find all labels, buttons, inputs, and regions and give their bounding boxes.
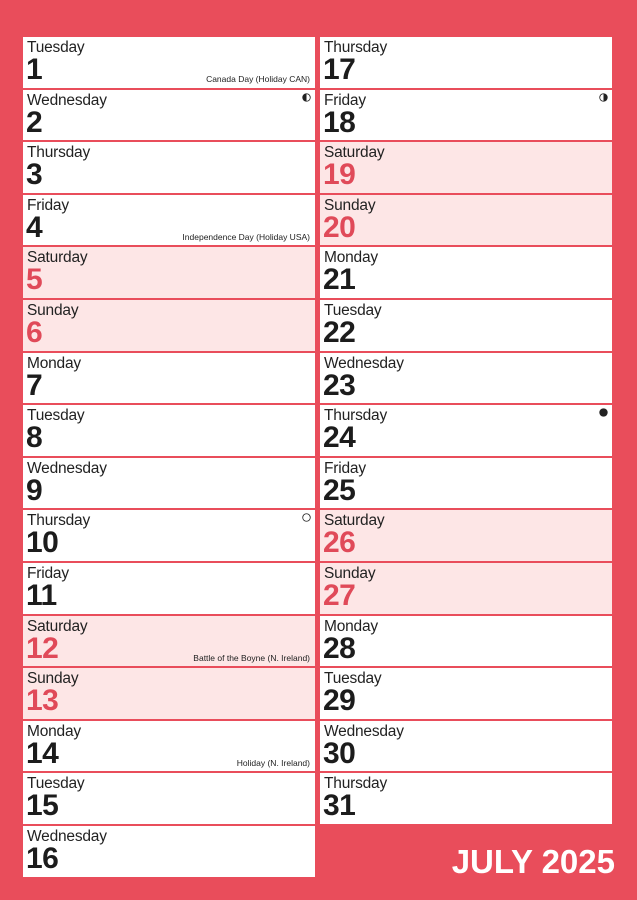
left-column xyxy=(22,36,316,878)
day-name: Thursday xyxy=(27,144,91,162)
day-cell xyxy=(22,772,316,825)
day-name: Sunday xyxy=(324,564,376,582)
day-cell xyxy=(319,509,613,562)
right-column xyxy=(319,36,613,825)
holiday-label: Independence Day (Holiday USA) xyxy=(182,231,310,242)
day-name: Saturday xyxy=(27,249,88,267)
day-name: Monday xyxy=(27,354,81,372)
day-name: Friday xyxy=(27,564,69,582)
day-name: Wednesday xyxy=(324,722,404,740)
day-name: Wednesday xyxy=(27,459,107,477)
day-cell xyxy=(319,615,613,668)
day-cell xyxy=(319,352,613,405)
day-cell xyxy=(22,562,316,615)
day-cell xyxy=(319,457,613,510)
day-number: 18 xyxy=(323,105,356,139)
first-quarter-moon-icon xyxy=(302,93,311,102)
day-cell xyxy=(22,299,316,352)
day-cell xyxy=(319,720,613,773)
day-name: Thursday xyxy=(324,39,388,56)
holiday-label: Battle of the Boyne (N. Ireland) xyxy=(193,652,310,663)
day-name: Saturday xyxy=(27,617,88,635)
new-moon-icon xyxy=(599,408,608,417)
day-cell xyxy=(22,246,316,299)
day-number: 9 xyxy=(26,473,43,507)
day-name: Sunday xyxy=(27,301,79,319)
day-name: Friday xyxy=(324,459,366,477)
day-name: Tuesday xyxy=(324,670,382,688)
day-number: 23 xyxy=(323,368,356,402)
day-name: Tuesday xyxy=(324,301,382,319)
day-number: 6 xyxy=(26,315,43,349)
day-number: 8 xyxy=(26,421,43,455)
day-number: 11 xyxy=(26,578,57,612)
day-cell xyxy=(22,404,316,457)
day-cell xyxy=(22,720,316,773)
day-number: 17 xyxy=(323,53,356,86)
day-cell xyxy=(22,352,316,405)
day-name: Tuesday xyxy=(27,407,85,425)
day-number: 20 xyxy=(323,210,356,244)
day-name: Monday xyxy=(27,722,81,740)
day-number: 27 xyxy=(323,578,356,612)
day-name: Friday xyxy=(324,91,366,109)
day-number: 12 xyxy=(26,631,59,665)
day-cell xyxy=(319,36,613,89)
day-cell xyxy=(22,667,316,720)
day-number: 29 xyxy=(323,684,356,718)
day-name: Sunday xyxy=(27,670,79,688)
day-name: Saturday xyxy=(324,512,385,530)
day-cell xyxy=(22,194,316,247)
day-number: 31 xyxy=(323,789,356,823)
day-number: 24 xyxy=(323,421,356,455)
day-cell xyxy=(319,194,613,247)
day-cell xyxy=(319,299,613,352)
day-cell xyxy=(22,141,316,194)
day-number: 3 xyxy=(26,158,43,192)
full-moon-icon xyxy=(302,513,311,522)
day-name: Monday xyxy=(324,617,378,635)
day-number: 13 xyxy=(26,684,59,718)
day-name: Tuesday xyxy=(27,775,85,793)
day-name: Wednesday xyxy=(324,354,404,372)
day-number: 2 xyxy=(26,105,43,139)
day-name: Thursday xyxy=(324,407,388,425)
day-cell xyxy=(319,404,613,457)
day-number: 15 xyxy=(26,789,59,823)
day-number: 4 xyxy=(26,210,43,244)
holiday-label: Canada Day (Holiday CAN) xyxy=(206,74,310,85)
day-number: 14 xyxy=(26,736,59,770)
day-number: 21 xyxy=(323,263,356,297)
day-number: 16 xyxy=(26,841,59,875)
day-cell xyxy=(22,89,316,142)
day-cell xyxy=(319,772,613,825)
day-name: Wednesday xyxy=(27,827,107,845)
day-number: 10 xyxy=(26,526,59,560)
day-cell xyxy=(22,509,316,562)
day-number: 7 xyxy=(26,368,43,402)
day-name: Monday xyxy=(324,249,378,267)
day-name: Thursday xyxy=(324,775,388,793)
last-quarter-moon-icon xyxy=(599,93,608,102)
day-name: Wednesday xyxy=(27,91,107,109)
day-cell xyxy=(319,141,613,194)
day-number: 22 xyxy=(323,315,356,349)
day-name: Friday xyxy=(27,196,69,214)
day-name: Saturday xyxy=(324,144,385,162)
day-cell xyxy=(22,457,316,510)
day-cell xyxy=(319,562,613,615)
day-number: 26 xyxy=(323,526,356,560)
month-title: JULY 2025 xyxy=(451,843,615,880)
day-cell xyxy=(319,89,613,142)
holiday-label: Holiday (N. Ireland) xyxy=(236,757,310,768)
day-cell xyxy=(22,825,316,878)
day-name: Tuesday xyxy=(27,39,85,56)
day-number: 5 xyxy=(26,263,43,297)
day-cell xyxy=(22,615,316,668)
day-cell xyxy=(319,246,613,299)
day-number: 25 xyxy=(323,473,356,507)
day-number: 30 xyxy=(323,736,356,770)
day-number: 1 xyxy=(26,53,43,86)
day-number: 19 xyxy=(323,158,356,192)
day-number: 28 xyxy=(323,631,356,665)
day-cell xyxy=(22,36,316,89)
day-name: Sunday xyxy=(324,196,376,214)
day-name: Thursday xyxy=(27,512,91,530)
day-cell xyxy=(319,667,613,720)
